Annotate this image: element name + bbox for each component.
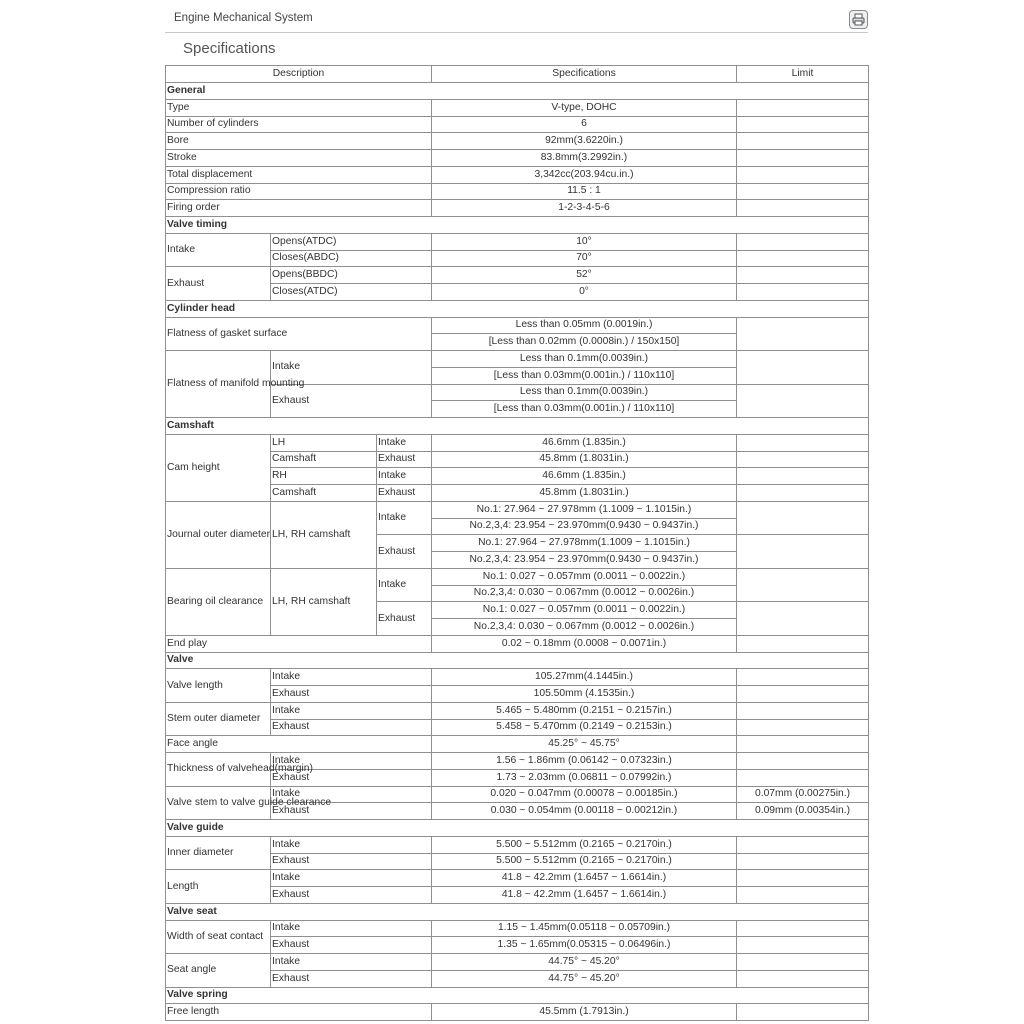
table-row	[166, 836, 869, 853]
row-limit	[737, 920, 869, 937]
row-label: Flatness of gasket surface	[166, 317, 432, 351]
row-limit	[737, 250, 869, 267]
row-limit	[737, 434, 869, 451]
row-label: Stroke	[166, 150, 432, 167]
row-limit	[737, 635, 869, 652]
row-limit	[737, 937, 869, 954]
table-row	[166, 853, 869, 870]
table-row	[166, 485, 869, 502]
row-value: 0°	[432, 284, 737, 301]
row-subsublabel: Intake	[377, 501, 432, 535]
row-value: 10°	[432, 233, 737, 250]
table-row	[166, 702, 869, 719]
section-row	[166, 418, 869, 435]
row-label: Face angle	[166, 736, 432, 753]
row-value: [Less than 0.03mm(0.001in.) / 110x110]	[432, 401, 737, 418]
row-limit	[737, 702, 869, 719]
row-subsublabel: Exhaust	[377, 602, 432, 636]
row-value: 5.458 ~ 5.470mm (0.2149 ~ 0.2153in.)	[432, 719, 737, 736]
row-value: No.2,3,4: 23.954 ~ 23.970mm(0.9430 ~ 0.9437in.)	[432, 552, 737, 569]
section-camshaft: Camshaft	[166, 418, 869, 435]
row-value: 6	[432, 116, 737, 133]
table-row	[166, 200, 869, 217]
row-value: 5.500 ~ 5.512mm (0.2165 ~ 0.2170in.)	[432, 836, 737, 853]
row-value: No.2,3,4: 23.954 ~ 23.970mm(0.9430 ~ 0.9437in.)	[432, 518, 737, 535]
table-row	[166, 937, 869, 954]
row-value: 0.030 ~ 0.054mm (0.00118 ~ 0.00212in.)	[432, 803, 737, 820]
row-value: No.1: 27.964 ~ 27.978mm (1.1009 ~ 1.1015in.)	[432, 501, 737, 518]
row-value: V-type, DOHC	[432, 99, 737, 116]
table-row	[166, 686, 869, 703]
row-label: Width of seat contact	[166, 920, 271, 954]
row-value: 5.465 ~ 5.480mm (0.2151 ~ 0.2157in.)	[432, 702, 737, 719]
row-limit	[737, 468, 869, 485]
section-row	[166, 83, 869, 100]
row-limit	[737, 200, 869, 217]
header-description: Description	[166, 66, 432, 83]
row-subsublabel: Exhaust	[377, 485, 432, 502]
table-row	[166, 970, 869, 987]
row-label: Number of cylinders	[166, 116, 432, 133]
row-label: Thickness of valvehead(margin)	[166, 753, 271, 787]
row-label: Length	[166, 870, 271, 904]
table-row	[166, 233, 869, 250]
row-label: Valve stem to valve guide clearance	[166, 786, 271, 820]
row-label: Inner diameter	[166, 836, 271, 870]
section-row	[166, 903, 869, 920]
row-value: [Less than 0.03mm(0.001in.) / 110x110]	[432, 367, 737, 384]
row-sublabel: Exhaust	[271, 719, 432, 736]
table-row	[166, 870, 869, 887]
table-row	[166, 1004, 869, 1021]
section-row	[166, 217, 869, 234]
row-value: 0.020 ~ 0.047mm (0.00078 ~ 0.00185in.)	[432, 786, 737, 803]
row-sublabel: Intake	[271, 753, 432, 770]
row-limit	[737, 568, 869, 602]
row-label: Compression ratio	[166, 183, 432, 200]
row-limit	[737, 267, 869, 284]
table-row	[166, 736, 869, 753]
section-valve: Valve	[166, 652, 869, 669]
table-row	[166, 250, 869, 267]
row-limit	[737, 451, 869, 468]
table-row	[166, 719, 869, 736]
top-bar	[165, 0, 868, 33]
row-value: 44.75° ~ 45.20°	[432, 970, 737, 987]
row-sublabel: Intake	[271, 351, 432, 385]
row-limit	[737, 183, 869, 200]
row-limit	[737, 686, 869, 703]
row-sublabel: Opens(BBDC)	[271, 267, 432, 284]
row-limit: 0.09mm (0.00354in.)	[737, 803, 869, 820]
row-limit	[737, 284, 869, 301]
row-limit	[737, 501, 869, 535]
row-sublabel: Camshaft	[271, 451, 377, 468]
table-header-row	[166, 66, 869, 83]
table-row	[166, 434, 869, 451]
row-limit	[737, 736, 869, 753]
row-label: Exhaust	[166, 267, 271, 301]
row-limit	[737, 887, 869, 904]
section-general: General	[166, 83, 869, 100]
row-limit	[737, 870, 869, 887]
row-limit	[737, 485, 869, 502]
row-limit	[737, 384, 869, 418]
row-value: 105.50mm (4.1535in.)	[432, 686, 737, 703]
table-row	[166, 887, 869, 904]
row-label: Valve length	[166, 669, 271, 703]
row-value: 45.25° ~ 45.75°	[432, 736, 737, 753]
row-sublabel: Intake	[271, 870, 432, 887]
row-value: No.1: 27.964 ~ 27.978mm(1.1009 ~ 1.1015in.)	[432, 535, 737, 552]
row-value: 5.500 ~ 5.512mm (0.2165 ~ 0.2170in.)	[432, 853, 737, 870]
row-sublabel: Exhaust	[271, 887, 432, 904]
table-row	[166, 920, 869, 937]
row-limit	[737, 1004, 869, 1021]
row-limit	[737, 116, 869, 133]
row-subsublabel: Intake	[377, 468, 432, 485]
row-value: 1.15 ~ 1.45mm(0.05118 ~ 0.05709in.)	[432, 920, 737, 937]
row-value: No.1: 0.027 ~ 0.057mm (0.0011 ~ 0.0022in.)	[432, 602, 737, 619]
row-sublabel: Intake	[271, 954, 432, 971]
row-subsublabel: Intake	[377, 434, 432, 451]
row-label: Intake	[166, 233, 271, 267]
row-sublabel: Closes(ABDC)	[271, 250, 432, 267]
app-title: Engine Mechanical System	[174, 12, 313, 24]
row-label: Journal outer diameter	[166, 501, 271, 568]
row-value: 70°	[432, 250, 737, 267]
table-row	[166, 351, 869, 368]
row-label: Total displacement	[166, 166, 432, 183]
table-row	[166, 133, 869, 150]
table-row	[166, 116, 869, 133]
row-limit	[737, 853, 869, 870]
table-row	[166, 568, 869, 585]
row-sublabel: Exhaust	[271, 384, 432, 418]
row-value: 1-2-3-4-5-6	[432, 200, 737, 217]
row-sublabel: Opens(ATDC)	[271, 233, 432, 250]
row-limit	[737, 166, 869, 183]
row-limit	[737, 719, 869, 736]
row-sublabel: Intake	[271, 702, 432, 719]
row-value: Less than 0.1mm(0.0039in.)	[432, 384, 737, 401]
section-valve-timing: Valve timing	[166, 217, 869, 234]
row-sublabel: Camshaft	[271, 485, 377, 502]
row-subsublabel: Intake	[377, 568, 432, 602]
row-subsublabel: Exhaust	[377, 451, 432, 468]
row-limit	[737, 150, 869, 167]
table-row	[166, 669, 869, 686]
row-sublabel: LH	[271, 434, 377, 451]
row-value: 41.8 ~ 42.2mm (1.6457 ~ 1.6614in.)	[432, 887, 737, 904]
table-row	[166, 786, 869, 803]
row-label: Free length	[166, 1004, 432, 1021]
table-row	[166, 501, 869, 518]
row-limit	[737, 233, 869, 250]
row-label: End play	[166, 635, 432, 652]
section-row	[166, 652, 869, 669]
row-limit	[737, 970, 869, 987]
row-limit	[737, 317, 869, 351]
row-value: 105.27mm(4.1445in.)	[432, 669, 737, 686]
row-value: 52°	[432, 267, 737, 284]
header-specifications: Specifications	[432, 66, 737, 83]
row-label: Cam height	[166, 434, 271, 501]
section-valve-spring: Valve spring	[166, 987, 869, 1004]
row-limit	[737, 535, 869, 569]
row-limit: 0.07mm (0.00275in.)	[737, 786, 869, 803]
row-value: No.2,3,4: 0.030 ~ 0.067mm (0.0012 ~ 0.0026in.)	[432, 619, 737, 636]
row-sublabel: LH, RH camshaft	[271, 501, 377, 568]
row-sublabel: RH	[271, 468, 377, 485]
row-sublabel: Closes(ATDC)	[271, 284, 432, 301]
row-value: 11.5 : 1	[432, 183, 737, 200]
row-sublabel: Intake	[271, 920, 432, 937]
table-row	[166, 635, 869, 652]
table-row	[166, 284, 869, 301]
table-row	[166, 99, 869, 116]
row-value: [Less than 0.02mm (0.0008in.) / 150x150]	[432, 334, 737, 351]
printer-icon	[852, 13, 865, 26]
row-value: 45.8mm (1.8031in.)	[432, 451, 737, 468]
row-value: No.2,3,4: 0.030 ~ 0.067mm (0.0012 ~ 0.0026in.)	[432, 585, 737, 602]
section-row	[166, 987, 869, 1004]
table-row	[166, 954, 869, 971]
row-sublabel: LH, RH camshaft	[271, 568, 377, 635]
row-value: 0.02 ~ 0.18mm (0.0008 ~ 0.0071in.)	[432, 635, 737, 652]
row-limit	[737, 836, 869, 853]
row-value: 45.5mm (1.7913in.)	[432, 1004, 737, 1021]
row-sublabel: Exhaust	[271, 937, 432, 954]
row-sublabel: Intake	[271, 836, 432, 853]
row-sublabel: Exhaust	[271, 970, 432, 987]
row-limit	[737, 602, 869, 636]
row-limit	[737, 133, 869, 150]
row-subsublabel: Exhaust	[377, 535, 432, 569]
row-value: No.1: 0.027 ~ 0.057mm (0.0011 ~ 0.0022in.)	[432, 568, 737, 585]
row-value: 44.75° ~ 45.20°	[432, 954, 737, 971]
row-limit	[737, 99, 869, 116]
row-value: Less than 0.05mm (0.0019in.)	[432, 317, 737, 334]
specifications-table	[165, 65, 869, 1021]
row-label: Flatness of manifold mounting	[166, 351, 271, 418]
header-limit: Limit	[737, 66, 869, 83]
table-row	[166, 753, 869, 770]
row-label: Bearing oil clearance	[166, 568, 271, 635]
row-limit	[737, 351, 869, 385]
page-title: Specifications	[183, 40, 276, 57]
row-value: 1.35 ~ 1.65mm(0.05315 ~ 0.06496in.)	[432, 937, 737, 954]
table-row	[166, 183, 869, 200]
row-limit	[737, 769, 869, 786]
print-button[interactable]	[849, 10, 868, 29]
row-value: 83.8mm(3.2992in.)	[432, 150, 737, 167]
row-sublabel: Exhaust	[271, 686, 432, 703]
section-cylinder-head: Cylinder head	[166, 300, 869, 317]
row-value: 3,342cc(203.94cu.in.)	[432, 166, 737, 183]
table-row	[166, 317, 869, 334]
row-limit	[737, 669, 869, 686]
row-sublabel: Intake	[271, 669, 432, 686]
row-value: 46.6mm (1.835in.)	[432, 434, 737, 451]
row-label: Firing order	[166, 200, 432, 217]
table-row	[166, 451, 869, 468]
row-sublabel: Exhaust	[271, 803, 432, 820]
row-label: Seat angle	[166, 954, 271, 988]
row-value: 46.6mm (1.835in.)	[432, 468, 737, 485]
section-row	[166, 300, 869, 317]
row-sublabel: Intake	[271, 786, 432, 803]
row-sublabel: Exhaust	[271, 853, 432, 870]
row-value: 45.8mm (1.8031in.)	[432, 485, 737, 502]
section-valve-guide: Valve guide	[166, 820, 869, 837]
table-row	[166, 150, 869, 167]
table-row	[166, 166, 869, 183]
row-value: 1.73 ~ 2.03mm (0.06811 ~ 0.07992in.)	[432, 769, 737, 786]
row-label: Bore	[166, 133, 432, 150]
section-row	[166, 820, 869, 837]
row-limit	[737, 753, 869, 770]
row-value: 92mm(3.6220in.)	[432, 133, 737, 150]
section-valve-seat: Valve seat	[166, 903, 869, 920]
row-label: Type	[166, 99, 432, 116]
row-value: 41.8 ~ 42.2mm (1.6457 ~ 1.6614in.)	[432, 870, 737, 887]
table-row	[166, 468, 869, 485]
table-row	[166, 267, 869, 284]
row-label: Stem outer diameter	[166, 702, 271, 736]
row-sublabel: Exhaust	[271, 769, 432, 786]
row-value: Less than 0.1mm(0.0039in.)	[432, 351, 737, 368]
row-limit	[737, 954, 869, 971]
row-value: 1.56 ~ 1.86mm (0.06142 ~ 0.07323in.)	[432, 753, 737, 770]
